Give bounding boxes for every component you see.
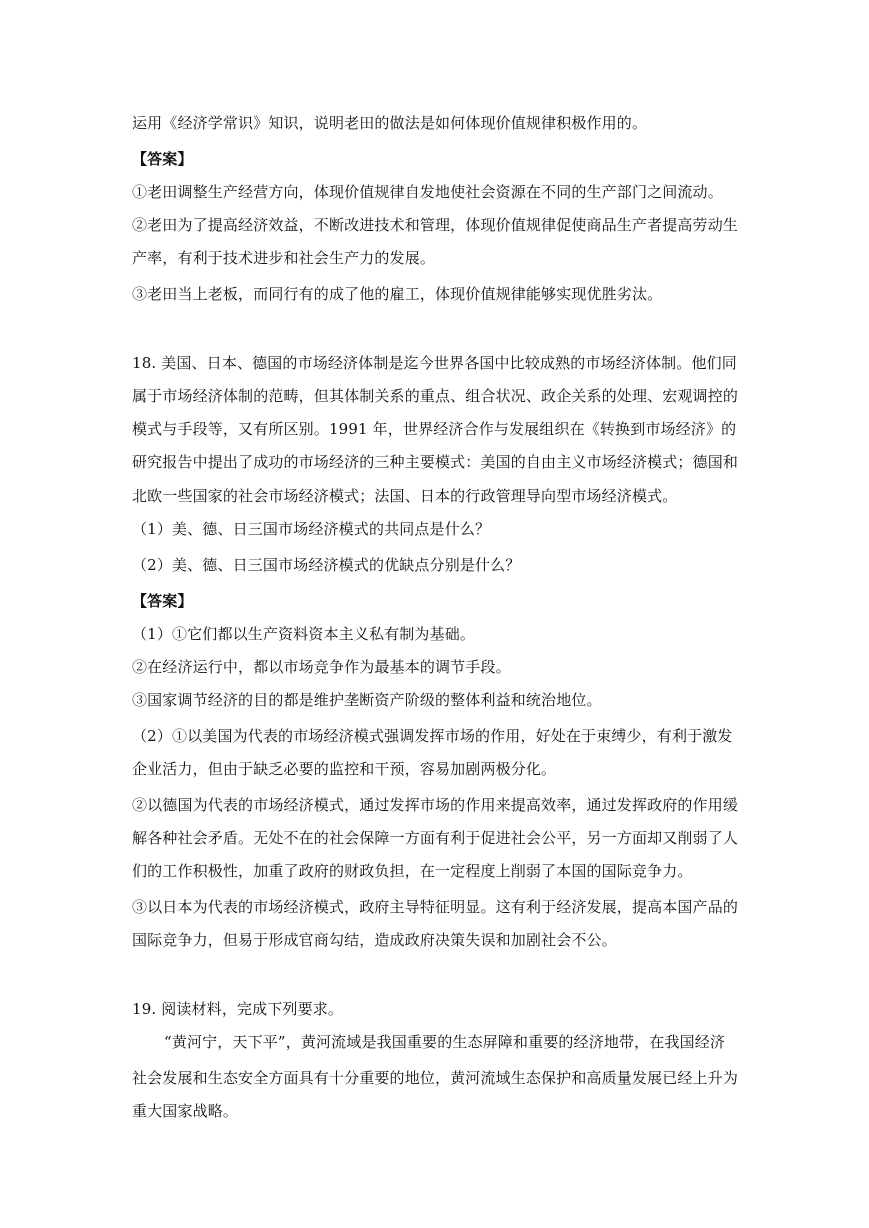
q18-answer-line: （2）①以美国为代表的市场经济模式强调发挥市场的作用，好处在于束缚少，有利于激发	[132, 727, 733, 745]
q17-answer-line: ①老田调整生产经营方向，体现价值规律自发地使社会资源在不同的生产部门之间流动。	[132, 183, 723, 201]
q18-answer-line: ②在经济运行中，都以市场竞争作为最基本的调节手段。	[132, 658, 511, 676]
q18-stem-line: 18. 美国、日本、德国的市场经济体制是迄今世界各国中比较成熟的市场经济体制。他们同	[132, 354, 737, 372]
q18-sub-question: （1）美、德、日三国市场经济模式的共同点是什么？	[132, 520, 491, 538]
q18-answer-line: ③国家调节经济的目的都是维护垄断资产阶级的整体利益和统治地位。	[132, 691, 602, 709]
q18-answer-line: ③以日本为代表的市场经济模式，政府主导特征明显。这有利于经济发展，提高本国产品的	[132, 898, 739, 916]
q18-stem-line: 北欧一些国家的社会市场经济模式；法国、日本的行政管理导向型市场经济模式。	[132, 487, 678, 505]
q17-answer-line: ②老田为了提高经济效益，不断改进技术和管理，体现价值规律促使商品生产者提高劳动生	[132, 216, 739, 234]
q19-stem: 19. 阅读材料，完成下列要求。	[132, 1000, 344, 1018]
q17-answer-label: 【答案】	[132, 150, 193, 168]
q18-answer-line: ②以德国为代表的市场经济模式，通过发挥市场的作用来提高效率，通过发挥政府的作用缓	[132, 796, 739, 814]
q18-answer-line: 解各种社会矛盾。无处不在的社会保障一方面有利于促进社会公平，另一方面却又削弱了人	[132, 829, 739, 847]
q18-stem-line: 研究报告中提出了成功的市场经济的三种主要模式：美国的自由主义市场经济模式；德国和	[132, 453, 739, 471]
q18-answer-line: 们的工作积极性，加重了政府的财政负担，在一定程度上削弱了本国的国际竞争力。	[132, 862, 693, 880]
q17-answer-line: 产率，有利于技术进步和社会生产力的发展。	[132, 249, 436, 267]
q18-sub-question: （2）美、德、日三国市场经济模式的优缺点分别是什么？	[132, 556, 521, 574]
q18-answer-line: （1）①它们都以生产资料资本主义私有制为基础。	[132, 625, 475, 643]
q17-answer-line: ③老田当上老板，而同行有的成了他的雇工，体现价值规律能够实现优胜劣汰。	[132, 285, 663, 303]
q18-answer-line: 企业活力，但由于缺乏必要的监控和干预，容易加剧两极分化。	[132, 760, 557, 778]
q19-material-line: “黄河宁，天下平”，黄河流域是我国重要的生态屏障和重要的经济地带，在我国经济	[164, 1033, 726, 1051]
q19-material-line: 重大国家战略。	[132, 1102, 239, 1120]
q18-answer-line: 国际竞争力，但易于形成官商勾结，造成政府决策失误和加剧社会不公。	[132, 931, 617, 949]
q18-stem-line: 属于市场经济体制的范畴，但其体制关系的重点、组合状况、政企关系的处理、宏观调控的	[132, 387, 739, 405]
q17-prompt: 运用《经济学常识》知识，说明老田的做法是如何体现价值规律积极作用的。	[132, 114, 648, 132]
q18-stem-line: 模式与手段等，又有所区别。1991 年，世界经济合作与发展组织在《转换到市场经济》的	[132, 420, 737, 438]
q19-material-line: 社会发展和生态安全方面具有十分重要的地位，黄河流域生态保护和高质量发展已经上升为	[132, 1069, 739, 1087]
q18-answer-label: 【答案】	[132, 592, 193, 610]
